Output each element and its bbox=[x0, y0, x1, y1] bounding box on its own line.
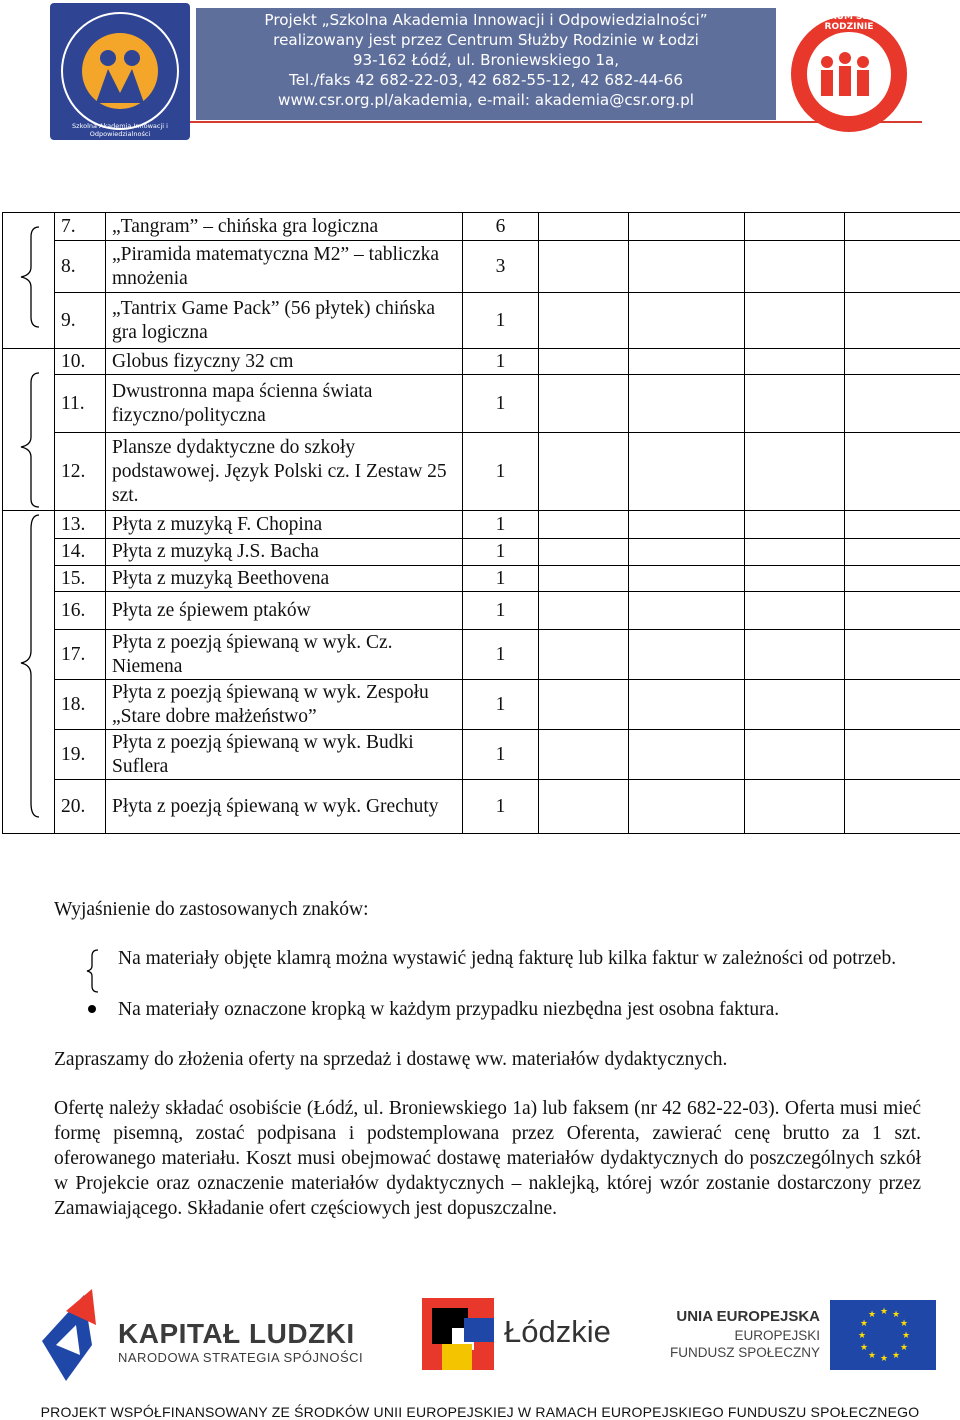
table-row bbox=[3, 592, 960, 630]
header-line-5: www.csr.org.pl/akademia, e-mail: akademia@csr.org.pl bbox=[278, 91, 694, 109]
table-row bbox=[3, 375, 960, 433]
empty-cell bbox=[539, 780, 629, 834]
table-row bbox=[3, 566, 960, 592]
table-row bbox=[3, 630, 960, 680]
header-line-1: Projekt „Szkolna Akademia Innowacji i Odpowiedzialności” bbox=[264, 11, 708, 29]
empty-cell bbox=[629, 375, 745, 433]
item-description: „Tangram” – chińska gra logiczna bbox=[106, 213, 463, 241]
item-description: Płyta ze śpiewem ptaków bbox=[106, 592, 463, 630]
item-description: Płyta z muzyką Beethovena bbox=[106, 566, 463, 592]
brace-icon bbox=[3, 511, 55, 835]
item-quantity: 1 bbox=[463, 630, 539, 680]
eu-fund bbox=[648, 1327, 820, 1361]
item-number: 14. bbox=[55, 539, 106, 566]
item-number: 15. bbox=[55, 566, 106, 592]
empty-cell bbox=[539, 213, 629, 241]
cofinancing-note: PROJEKT WSPÓŁFINANSOWANY ZE ŚRODKÓW UNII EUROPEJSKIEJ W RAMACH EUROPEJSKIEGO FUNDUSZU SPOŁECZNEGO bbox=[40, 1404, 920, 1420]
item-number: 13. bbox=[55, 511, 106, 539]
invitation-text: Zapraszamy do złożenia oferty na sprzedaż i dostawę ww. materiałów dydaktycznych. bbox=[54, 1049, 728, 1070]
empty-cell bbox=[629, 630, 745, 680]
empty-cell bbox=[745, 213, 845, 241]
item-number: 9. bbox=[55, 293, 106, 349]
item-number: 18. bbox=[55, 680, 106, 730]
svg-text:★: ★ bbox=[880, 1307, 889, 1317]
svg-text:★: ★ bbox=[902, 1331, 911, 1341]
brace-icon bbox=[3, 349, 55, 513]
empty-cell bbox=[629, 680, 745, 730]
empty-cell bbox=[845, 780, 960, 834]
item-quantity: 1 bbox=[463, 592, 539, 630]
brace-icon bbox=[84, 948, 104, 994]
empty-cell bbox=[539, 241, 629, 293]
empty-cell bbox=[629, 293, 745, 349]
eu-fund-line-2: FUNDUSZ SPOŁECZNY bbox=[669, 1345, 820, 1360]
item-description: Dwustronna mapa ścienna świata fizyczno/polityczna bbox=[106, 375, 463, 433]
empty-cell bbox=[539, 566, 629, 592]
empty-cell bbox=[539, 539, 629, 566]
empty-cell bbox=[539, 511, 629, 539]
empty-cell bbox=[845, 213, 960, 241]
empty-cell bbox=[745, 730, 845, 780]
item-number: 12. bbox=[55, 433, 106, 511]
eu-flag-icon bbox=[830, 1300, 936, 1370]
right-logo-caption: CENTRUM SŁUŻBY RODZINIE bbox=[803, 12, 895, 32]
brace-explanation: Na materiały objęte klamrą można wystawić jedną fakturę lub kilka faktur w zależności od potrzeb. bbox=[118, 948, 897, 969]
item-quantity: 3 bbox=[463, 241, 539, 293]
table-row bbox=[3, 433, 960, 511]
empty-cell bbox=[539, 433, 629, 511]
empty-cell bbox=[845, 433, 960, 511]
item-number: 8. bbox=[55, 241, 106, 293]
empty-cell bbox=[629, 511, 745, 539]
empty-cell bbox=[745, 539, 845, 566]
materials-table bbox=[2, 212, 960, 834]
empty-cell bbox=[629, 433, 745, 511]
svg-text:★: ★ bbox=[892, 1351, 901, 1361]
kapital-ludzki-title: KAPITAŁ LUDZKI bbox=[118, 1318, 355, 1349]
header-line-4: Tel./faks 42 682-22-03, 42 682-55-12, 42 682-44-66 bbox=[289, 71, 683, 89]
header-line-3: 93-162 Łódź, ul. Broniewskiego 1a, bbox=[352, 51, 620, 69]
item-quantity: 6 bbox=[463, 213, 539, 241]
table-row bbox=[3, 293, 960, 349]
item-quantity: 1 bbox=[463, 730, 539, 780]
empty-cell bbox=[745, 511, 845, 539]
empty-cell bbox=[845, 592, 960, 630]
svg-text:★: ★ bbox=[868, 1351, 877, 1361]
svg-text:★: ★ bbox=[868, 1310, 877, 1320]
item-number: 19. bbox=[55, 730, 106, 780]
header-line-2: realizowany jest przez Centrum Służby Rodzinie w Łodzi bbox=[273, 31, 699, 49]
svg-text:★: ★ bbox=[860, 1319, 869, 1329]
brace-cell bbox=[3, 511, 55, 834]
item-number: 10. bbox=[55, 349, 106, 375]
svg-text:★: ★ bbox=[858, 1331, 867, 1341]
empty-cell bbox=[845, 375, 960, 433]
explanation-heading: Wyjaśnienie do zastosowanych znaków: bbox=[54, 899, 369, 920]
empty-cell bbox=[539, 730, 629, 780]
item-description: Płyta z muzyką J.S. Bacha bbox=[106, 539, 463, 566]
brace-cell bbox=[3, 349, 55, 511]
empty-cell bbox=[629, 780, 745, 834]
empty-cell bbox=[745, 566, 845, 592]
item-description: „Piramida matematyczna M2” – tabliczka mnożenia bbox=[106, 241, 463, 293]
svg-text:★: ★ bbox=[900, 1343, 909, 1353]
empty-cell bbox=[745, 592, 845, 630]
empty-cell bbox=[745, 349, 845, 375]
table-row bbox=[3, 213, 960, 241]
item-quantity: 1 bbox=[463, 780, 539, 834]
empty-cell bbox=[539, 680, 629, 730]
brace-icon bbox=[3, 213, 55, 339]
item-quantity: 1 bbox=[463, 680, 539, 730]
item-quantity: 1 bbox=[463, 349, 539, 375]
left-logo-caption: Szkolna Akademia Innowacji i Odpowiedzialności bbox=[72, 122, 168, 138]
eu-title: UNIA EUROPEJSKA bbox=[676, 1308, 820, 1325]
empty-cell bbox=[745, 680, 845, 730]
empty-cell bbox=[845, 349, 960, 375]
item-quantity: 1 bbox=[463, 293, 539, 349]
item-description: Płyta z poezją śpiewaną w wyk. Budki Suflera bbox=[106, 730, 463, 780]
header-contact-box bbox=[196, 8, 776, 120]
item-quantity: 1 bbox=[463, 375, 539, 433]
empty-cell bbox=[745, 780, 845, 834]
lodzkie-logo-icon bbox=[422, 1298, 494, 1370]
empty-cell bbox=[745, 630, 845, 680]
item-quantity: 1 bbox=[463, 511, 539, 539]
item-number: 7. bbox=[55, 213, 106, 241]
empty-cell bbox=[745, 293, 845, 349]
empty-cell bbox=[845, 730, 960, 780]
item-description: Płyta z poezją śpiewaną w wyk. Grechuty bbox=[106, 780, 463, 834]
table-row bbox=[3, 680, 960, 730]
svg-text:★: ★ bbox=[880, 1354, 889, 1364]
empty-cell bbox=[845, 680, 960, 730]
dot-explanation: Na materiały oznaczone kropką w każdym przypadku niezbędna jest osobna faktura. bbox=[118, 999, 780, 1020]
item-quantity: 1 bbox=[463, 539, 539, 566]
empty-cell bbox=[745, 375, 845, 433]
empty-cell bbox=[745, 433, 845, 511]
empty-cell bbox=[845, 241, 960, 293]
empty-cell bbox=[845, 630, 960, 680]
item-quantity: 1 bbox=[463, 566, 539, 592]
empty-cell bbox=[745, 241, 845, 293]
family-service-center-logo bbox=[775, 10, 923, 138]
empty-cell bbox=[539, 630, 629, 680]
table-row bbox=[3, 780, 960, 834]
item-description: Płyta z poezją śpiewaną w wyk. Zespołu „Stare dobre małżeństwo” bbox=[106, 680, 463, 730]
empty-cell bbox=[629, 566, 745, 592]
kapital-ludzki-subtitle: NARODOWA STRATEGIA SPÓJNOŚCI bbox=[118, 1350, 364, 1365]
item-description: Płyta z muzyką F. Chopina bbox=[106, 511, 463, 539]
empty-cell bbox=[845, 566, 960, 592]
item-description: Płyta z poezją śpiewaną w wyk. Cz. Niemena bbox=[106, 630, 463, 680]
item-number: 16. bbox=[55, 592, 106, 630]
eu-fund-line-1: EUROPEJSKI bbox=[734, 1328, 820, 1343]
item-number: 11. bbox=[55, 375, 106, 433]
empty-cell bbox=[629, 349, 745, 375]
lodzkie-label: Łódzkie bbox=[504, 1314, 611, 1349]
table-row bbox=[3, 730, 960, 780]
empty-cell bbox=[845, 539, 960, 566]
school-academy-logo bbox=[50, 3, 190, 140]
empty-cell bbox=[539, 375, 629, 433]
table-row bbox=[3, 241, 960, 293]
table-row bbox=[3, 539, 960, 566]
offer-paragraph: Ofertę należy składać osobiście (Łódź, ul. Broniewskiego 1a) lub faksem (nr 42 682-22-03). Oferta musi mieć formę pisemną, zostać podpisana i podstemplowana przez Oferenta, zawierać cenę brutto za 1 szt. oferowanego materiału. Koszt musi obejmować dostawę materiałów dydaktycznych do poszczególnych szkół w Projekcie oraz oznaczenie materiałów dydaktycznych – naklejką, której wzór zostanie dostarczony przez Zamawiającego. Składanie ofert częściowych jest dopuszczalne. bbox=[54, 1098, 921, 1219]
svg-text:★: ★ bbox=[860, 1343, 869, 1353]
item-quantity: 1 bbox=[463, 433, 539, 511]
empty-cell bbox=[629, 539, 745, 566]
item-description: Plansze dydaktyczne do szkoły podstawowej. Język Polski cz. I Zestaw 25 szt. bbox=[106, 433, 463, 511]
empty-cell bbox=[539, 592, 629, 630]
item-description: „Tantrix Game Pack” (56 płytek) chińska gra logiczna bbox=[106, 293, 463, 349]
empty-cell bbox=[539, 293, 629, 349]
svg-text:★: ★ bbox=[900, 1319, 909, 1329]
empty-cell bbox=[629, 730, 745, 780]
brace-cell bbox=[3, 213, 55, 349]
svg-text:★: ★ bbox=[892, 1310, 901, 1320]
item-number: 20. bbox=[55, 780, 106, 834]
empty-cell bbox=[845, 293, 960, 349]
empty-cell bbox=[629, 213, 745, 241]
empty-cell bbox=[629, 592, 745, 630]
empty-cell bbox=[845, 511, 960, 539]
empty-cell bbox=[539, 349, 629, 375]
item-number: 17. bbox=[55, 630, 106, 680]
item-description: Globus fizyczny 32 cm bbox=[106, 349, 463, 375]
table-row bbox=[3, 511, 960, 539]
bullet-dot-icon bbox=[88, 1005, 96, 1013]
empty-cell bbox=[629, 241, 745, 293]
table-row bbox=[3, 349, 960, 375]
